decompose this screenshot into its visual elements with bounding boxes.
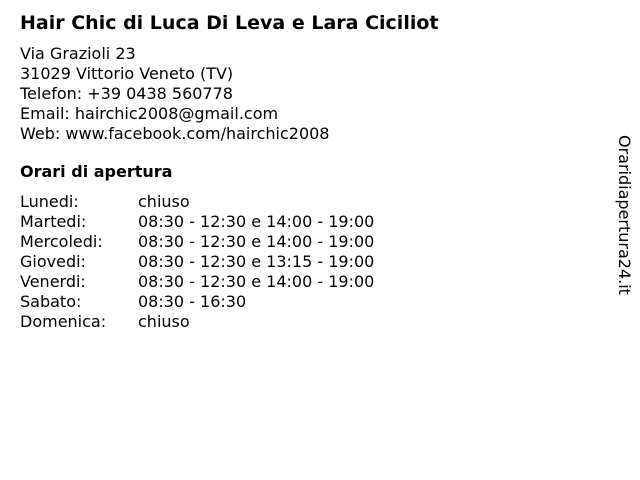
hours-day: Mercoledi: — [20, 232, 103, 251]
hours-value: 08:30 - 12:30 e 13:15 - 19:00 — [138, 252, 375, 271]
hours-value: 08:30 - 12:30 e 14:00 - 19:00 — [138, 272, 375, 291]
hours-row-giovedi — [20, 252, 600, 272]
email-line: Email: hairchic2008@gmail.com — [20, 104, 279, 123]
hours-day: Martedi: — [20, 212, 87, 231]
street-address: Via Grazioli 23 — [20, 44, 136, 63]
phone-line: Telefon: +39 0438 560778 — [20, 84, 233, 103]
business-card — [20, 10, 600, 332]
hours-row-martedi — [20, 212, 600, 232]
hours-day: Venerdi: — [20, 272, 86, 291]
hours-value: chiuso — [138, 312, 190, 331]
hours-day: Domenica: — [20, 312, 107, 331]
hours-day: Lunedi: — [20, 192, 79, 211]
business-name: Hair Chic di Luca Di Leva e Lara Ciciliot — [20, 12, 439, 34]
opening-hours-heading: Orari di apertura — [20, 162, 173, 181]
opening-hours-table — [20, 192, 600, 332]
city-address: 31029 Vittorio Veneto (TV) — [20, 64, 234, 83]
hours-value: chiuso — [138, 192, 190, 211]
hours-row-mercoledi — [20, 232, 600, 252]
hours-day: Sabato: — [20, 292, 82, 311]
hours-row-venerdi — [20, 272, 600, 292]
web-line: Web: www.facebook.com/hairchic2008 — [20, 124, 330, 143]
hours-value: 08:30 - 12:30 e 14:00 - 19:00 — [138, 212, 375, 231]
hours-row-lunedi — [20, 192, 600, 212]
site-watermark: Oraridiapertura24.it — [615, 135, 634, 295]
hours-row-domenica — [20, 312, 600, 332]
hours-value: 08:30 - 16:30 — [138, 292, 247, 311]
address-block — [20, 44, 600, 144]
hours-day: Giovedi: — [20, 252, 86, 271]
hours-value: 08:30 - 12:30 e 14:00 - 19:00 — [138, 232, 375, 251]
hours-row-sabato — [20, 292, 600, 312]
